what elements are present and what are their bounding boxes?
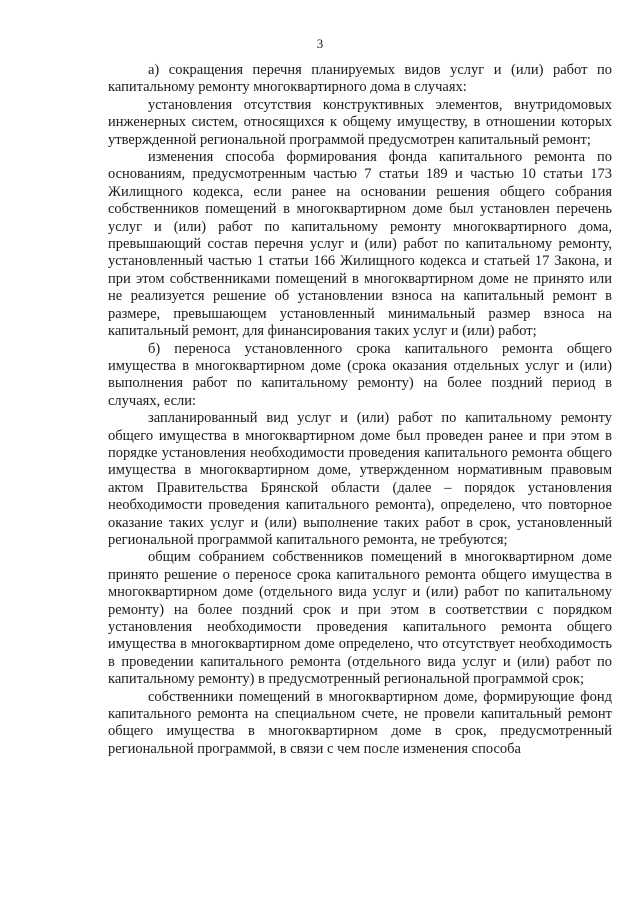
paragraph-special-account-owners: собственники помещений в многоквартирном доме, формирующие фонд капитального ремонта на специальном счете, не провели капитальный ремонт общего имущества в многоквартирном доме в срок, предусмотренный региональной программой, в связи с чем после изменения способа [108,688,612,757]
paragraph-a-reduction: а) сокращения перечня планируемых видов услуг и (или) работ по капитальному ремонту многоквартирного дома в случаях: [108,62,612,96]
document-body [108,62,612,758]
paragraph-fund-method-change: изменения способа формирования фонда капитального ремонта по основаниям, предусмотренным частью 7 статьи 189 и частью 10 статьи 173 Жилищного кодекса, если ранее на основании решения общего собрания собственников помещений в многоквартирном доме был установлен перечень услуг и (или) работ по капитальному ремонту многоквартирного дома, превышающий состав перечня услуг и (или) работ по капитальному ремонту, установленный частью 1 статьи 166 Жилищного кодекса и статьей 17 Закона, и при этом собственниками помещений в многоквартирном доме не принято или не реализуется решение об установлении взноса на капитальный ремонт в размере, превышающем установленный минимальный размер взноса на капитальный ремонт, для финансирования таких услуг и (или) работ; [108,149,612,340]
paragraph-already-performed: запланированный вид услуг и (или) работ по капитальному ремонту общего имущества в многоквартирном доме был проведен ранее и при этом в порядке установления необходимости проведения капитального ремонта общего имущества в многоквартирном доме, утвержденном нормативным правовым актом Правительства Брянской области (далее – порядок установления необходимости проведения капитального ремонта), определено, что повторное оказание таких услуг и (или) выполнение таких работ в срок, установленный региональной программой капитального ремонта, не требуются; [108,410,612,548]
paragraph-absence-of-elements: установления отсутствия конструктивных элементов, внутридомовых инженерных систем, относящихся к общему имуществу, в отношении которых утвержденной региональной программой предусмотрен капитальный ремонт; [108,96,612,148]
paragraph-general-meeting-decision: общим собранием собственников помещений в многоквартирном доме принято решение о переносе срока капитального ремонта общего имущества в многоквартирном доме (отдельного вида услуг и (или) работ по капитальному ремонту) на более поздний срок и при этом в соответствии с порядком установления необходимости проведения капитального ремонта общего имущества в многоквартирном доме определено, что отсутствует необходимость в проведении капитального ремонта (отдельного вида услуг и (или) работ по капитальному ремонту) в предусмотренный региональной программой срок; [108,549,612,688]
page-number: 3 [316,36,324,51]
paragraph-b-postponement: б) переноса установленного срока капитального ремонта общего имущества в многоквартирном доме (срока оказания отдельных услуг и (или) выполнения работ по капитальному ремонту) на более поздний период в случаях, если: [108,340,612,409]
